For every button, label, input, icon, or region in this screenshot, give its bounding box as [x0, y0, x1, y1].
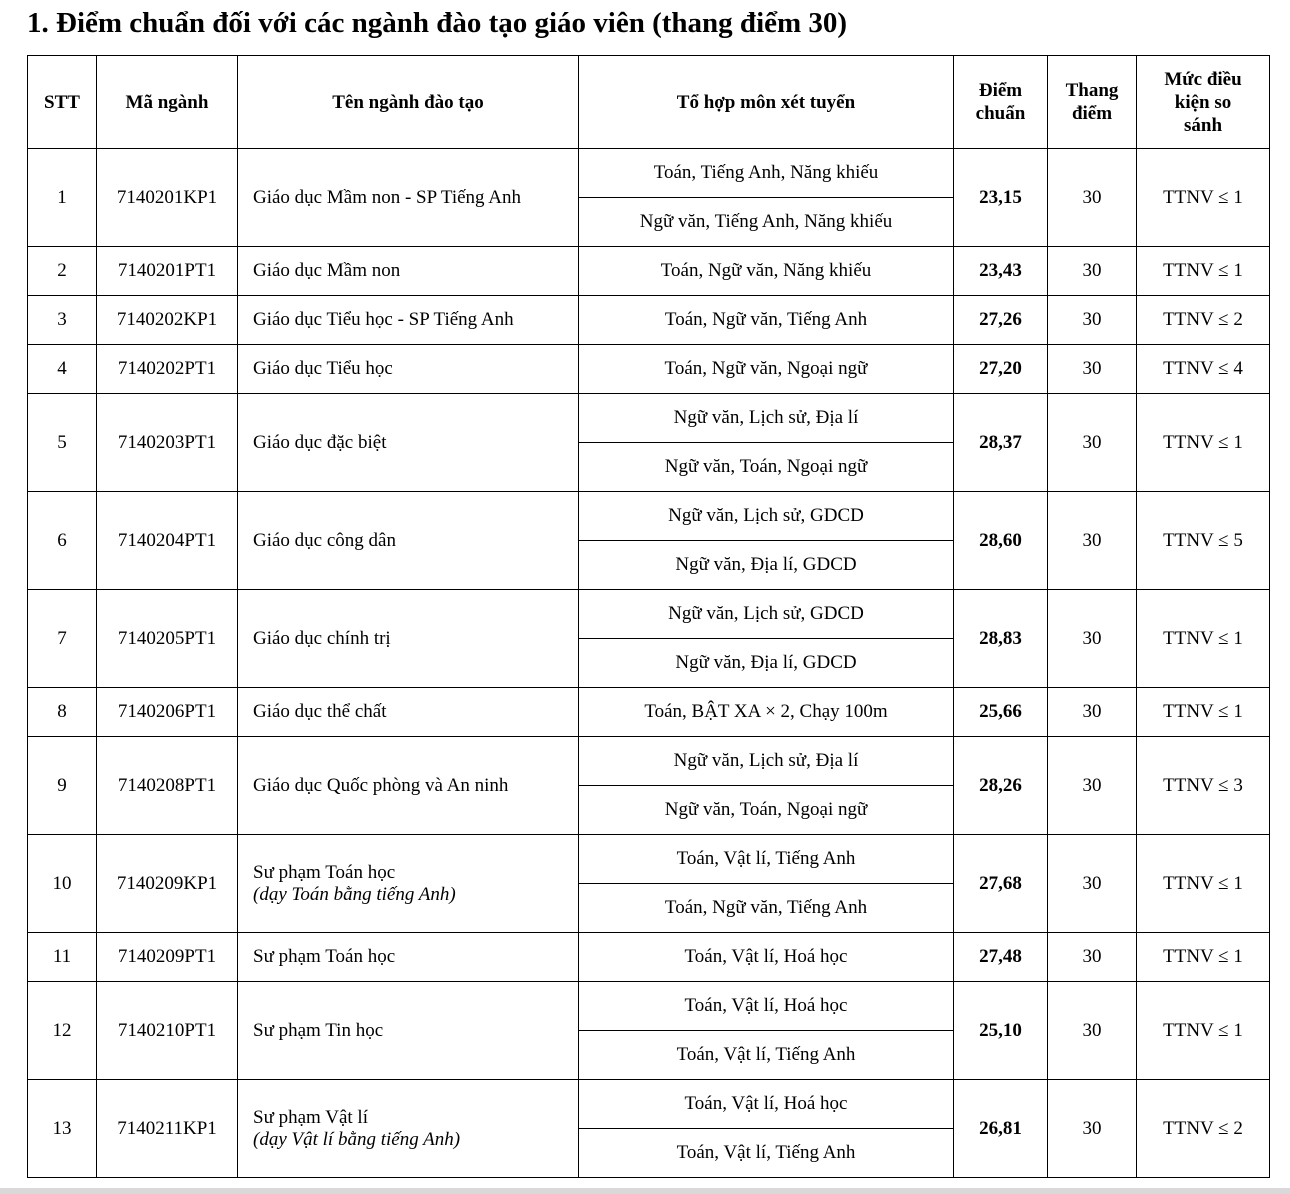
row-condition: TTNV ≤ 5	[1137, 492, 1270, 590]
row-major-name	[238, 835, 579, 933]
row-code: 7140205PT1	[97, 590, 238, 688]
major-name: Giáo dục Tiểu học	[253, 358, 393, 379]
row-score: 26,81	[954, 1080, 1048, 1178]
row-scale: 30	[1048, 149, 1137, 247]
row-code: 7140211KP1	[97, 1080, 238, 1178]
table-row	[28, 492, 1270, 541]
row-condition: TTNV ≤ 2	[1137, 1080, 1270, 1178]
row-condition: TTNV ≤ 1	[1137, 149, 1270, 247]
row-score: 28,37	[954, 394, 1048, 492]
row-score: 25,10	[954, 982, 1048, 1080]
row-stt: 3	[28, 296, 97, 345]
row-subject-combo: Ngữ văn, Tiếng Anh, Năng khiếu	[579, 198, 954, 247]
table-row	[28, 590, 1270, 639]
row-major-name	[238, 933, 579, 982]
major-name: Giáo dục Tiểu học - SP Tiếng Anh	[253, 309, 514, 330]
row-score: 28,60	[954, 492, 1048, 590]
row-condition: TTNV ≤ 1	[1137, 394, 1270, 492]
row-major-name	[238, 149, 579, 247]
major-name: Giáo dục đặc biệt	[253, 431, 387, 453]
row-subject-combo: Toán, Vật lí, Tiếng Anh	[579, 835, 954, 884]
major-name: Giáo dục Mầm non	[253, 260, 401, 281]
row-subject-combo: Toán, Vật lí, Hoá học	[579, 982, 954, 1031]
row-stt: 12	[28, 982, 97, 1080]
row-condition: TTNV ≤ 3	[1137, 737, 1270, 835]
major-note: (dạy Vật lí bằng tiếng Anh)	[253, 1128, 461, 1150]
row-stt: 9	[28, 737, 97, 835]
row-code: 7140204PT1	[97, 492, 238, 590]
major-name: Giáo dục thể chất	[253, 701, 387, 722]
major-note: (dạy Toán bằng tiếng Anh)	[253, 883, 456, 905]
row-stt: 10	[28, 835, 97, 933]
row-major-name	[238, 688, 579, 737]
row-major-name	[238, 345, 579, 394]
row-subject-combo: Ngữ văn, Địa lí, GDCD	[579, 639, 954, 688]
row-score: 27,48	[954, 933, 1048, 982]
table-row	[28, 345, 1270, 394]
row-condition: TTNV ≤ 1	[1137, 590, 1270, 688]
row-scale: 30	[1048, 345, 1137, 394]
row-major-name	[238, 1080, 579, 1178]
row-major-name	[238, 982, 579, 1080]
header-stt: STT	[28, 56, 97, 149]
major-name: Giáo dục công dân	[253, 529, 396, 551]
row-scale: 30	[1048, 737, 1137, 835]
major-name: Giáo dục Quốc phòng và An ninh	[253, 774, 509, 796]
row-score: 23,43	[954, 247, 1048, 296]
table-row	[28, 982, 1270, 1031]
row-stt: 5	[28, 394, 97, 492]
row-code: 7140202PT1	[97, 345, 238, 394]
row-scale: 30	[1048, 933, 1137, 982]
row-scale: 30	[1048, 982, 1137, 1080]
row-score: 25,66	[954, 688, 1048, 737]
row-score: 27,68	[954, 835, 1048, 933]
major-name: Sư phạm Tin học	[253, 1019, 384, 1041]
table-row	[28, 394, 1270, 443]
table-row	[28, 296, 1270, 345]
row-scale: 30	[1048, 688, 1137, 737]
row-code: 7140210PT1	[97, 982, 238, 1080]
row-code: 7140208PT1	[97, 737, 238, 835]
table-row	[28, 1080, 1270, 1129]
row-subject-combo: Toán, Vật lí, Hoá học	[579, 1080, 954, 1129]
row-major-name	[238, 590, 579, 688]
row-major-name	[238, 492, 579, 590]
row-subject-combo: Ngữ văn, Lịch sử, Địa lí	[579, 394, 954, 443]
row-subject-combo: Toán, Ngữ văn, Năng khiếu	[579, 247, 954, 296]
row-stt: 11	[28, 933, 97, 982]
row-scale: 30	[1048, 247, 1137, 296]
row-score: 27,20	[954, 345, 1048, 394]
table-row	[28, 688, 1270, 737]
row-subject-combo: Ngữ văn, Lịch sử, GDCD	[579, 492, 954, 541]
row-condition: TTNV ≤ 2	[1137, 296, 1270, 345]
header-scale: Thang điểm	[1048, 56, 1137, 149]
row-stt: 1	[28, 149, 97, 247]
row-subject-combo: Toán, Ngữ văn, Ngoại ngữ	[579, 345, 954, 394]
header-code: Mã ngành	[97, 56, 238, 149]
row-subject-combo: Ngữ văn, Toán, Ngoại ngữ	[579, 786, 954, 835]
row-major-name	[238, 296, 579, 345]
row-code: 7140206PT1	[97, 688, 238, 737]
header-combo: Tổ hợp môn xét tuyển	[579, 56, 954, 149]
row-code: 7140201PT1	[97, 247, 238, 296]
row-scale: 30	[1048, 835, 1137, 933]
row-condition: TTNV ≤ 4	[1137, 345, 1270, 394]
row-code: 7140209PT1	[97, 933, 238, 982]
row-condition: TTNV ≤ 1	[1137, 247, 1270, 296]
row-condition: TTNV ≤ 1	[1137, 835, 1270, 933]
bottom-divider	[0, 1188, 1290, 1194]
row-subject-combo: Toán, Tiếng Anh, Năng khiếu	[579, 149, 954, 198]
row-stt: 4	[28, 345, 97, 394]
table-row	[28, 149, 1270, 198]
row-subject-combo: Toán, Vật lí, Tiếng Anh	[579, 1129, 954, 1178]
table-header-row	[28, 56, 1270, 149]
row-stt: 13	[28, 1080, 97, 1178]
row-stt: 2	[28, 247, 97, 296]
row-condition: TTNV ≤ 1	[1137, 933, 1270, 982]
row-stt: 8	[28, 688, 97, 737]
row-scale: 30	[1048, 394, 1137, 492]
row-subject-combo: Toán, Vật lí, Hoá học	[579, 933, 954, 982]
row-major-name	[238, 394, 579, 492]
row-code: 7140209KP1	[97, 835, 238, 933]
row-code: 7140201KP1	[97, 149, 238, 247]
row-subject-combo: Toán, BẬT XA × 2, Chạy 100m	[579, 688, 954, 737]
table-row	[28, 247, 1270, 296]
row-subject-combo: Toán, Ngữ văn, Tiếng Anh	[579, 296, 954, 345]
major-name: Giáo dục Mầm non - SP Tiếng Anh	[253, 186, 521, 208]
header-condition: Mức điều kiện so sánh	[1137, 56, 1270, 149]
row-subject-combo: Ngữ văn, Địa lí, GDCD	[579, 541, 954, 590]
major-name: Sư phạm Vật lí	[253, 1106, 368, 1128]
row-subject-combo: Toán, Vật lí, Tiếng Anh	[579, 1031, 954, 1080]
admission-scores-table	[27, 55, 1270, 1178]
table-row	[28, 737, 1270, 786]
major-name: Sư phạm Toán học	[253, 946, 396, 967]
header-name: Tên ngành đào tạo	[238, 56, 579, 149]
major-name: Giáo dục chính trị	[253, 627, 391, 649]
row-scale: 30	[1048, 1080, 1137, 1178]
row-subject-combo: Ngữ văn, Lịch sử, GDCD	[579, 590, 954, 639]
row-score: 28,26	[954, 737, 1048, 835]
row-code: 7140203PT1	[97, 394, 238, 492]
major-name: Sư phạm Toán học	[253, 861, 396, 883]
row-code: 7140202KP1	[97, 296, 238, 345]
row-scale: 30	[1048, 590, 1137, 688]
row-score: 27,26	[954, 296, 1048, 345]
header-score: Điểm chuẩn	[954, 56, 1048, 149]
row-score: 28,83	[954, 590, 1048, 688]
row-stt: 7	[28, 590, 97, 688]
row-major-name	[238, 247, 579, 296]
table-row	[28, 835, 1270, 884]
row-subject-combo: Toán, Ngữ văn, Tiếng Anh	[579, 884, 954, 933]
table-row	[28, 933, 1270, 982]
row-major-name	[238, 737, 579, 835]
row-condition: TTNV ≤ 1	[1137, 982, 1270, 1080]
row-subject-combo: Ngữ văn, Toán, Ngoại ngữ	[579, 443, 954, 492]
row-scale: 30	[1048, 296, 1137, 345]
row-scale: 30	[1048, 492, 1137, 590]
row-subject-combo: Ngữ văn, Lịch sử, Địa lí	[579, 737, 954, 786]
row-score: 23,15	[954, 149, 1048, 247]
page-title: 1. Điểm chuẩn đối với các ngành đào tạo giáo viên (thang điểm 30)	[27, 7, 848, 39]
row-condition: TTNV ≤ 1	[1137, 688, 1270, 737]
row-stt: 6	[28, 492, 97, 590]
